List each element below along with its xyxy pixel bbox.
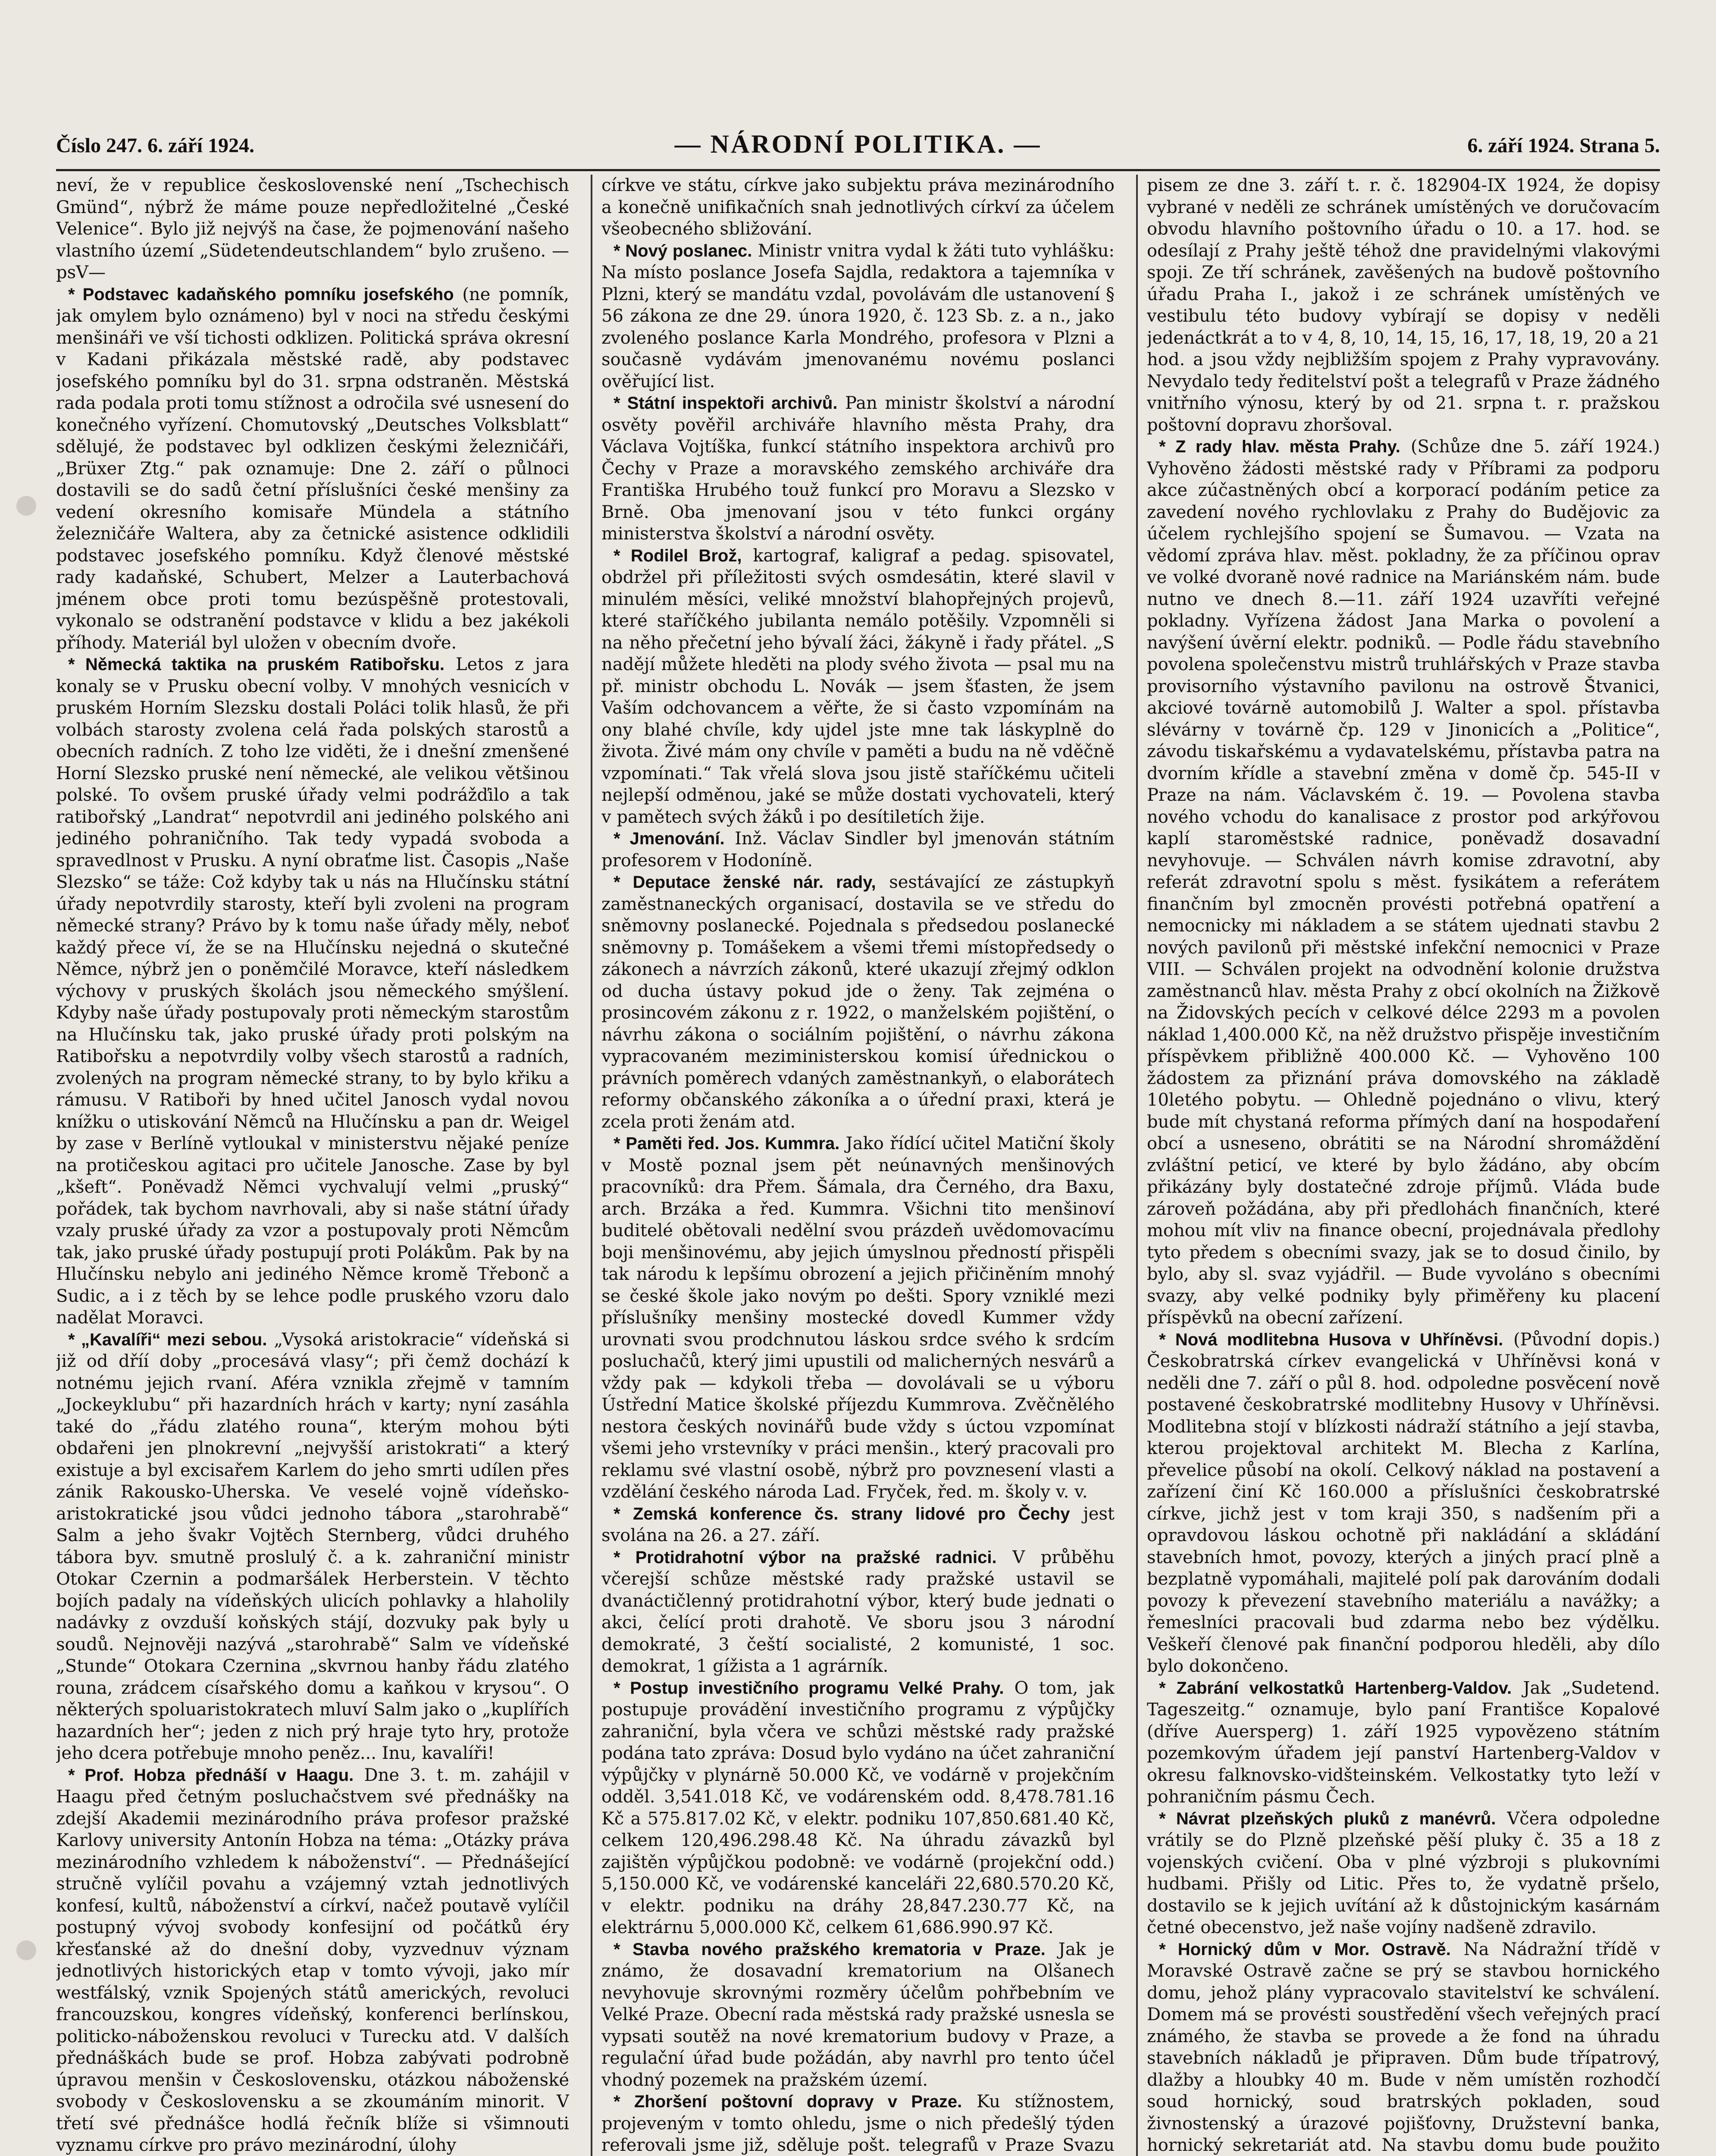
article-body: Jak je známo, že dosavadní krematorium na Olšanech nevyhovuje skrovnými rozměry účelům pohřbebním ve Velké Praze. Obecní rada městská rady pražské usnesla se vypsati soutěž na nové krematorium budovy v Praze, a regulační úřad bude požádán, aby navrhl pro tento účel vhodný pozemek na pražském území. bbox=[601, 1939, 1115, 2090]
article-headline: * Návrat plzeňských pluků z manévrů. bbox=[1159, 1809, 1496, 1828]
article-body: jest svolána na 26. a 27. září. bbox=[601, 1504, 1115, 1545]
article-headline: * „Kavalíři“ mezi sebou. bbox=[68, 1330, 267, 1349]
article-body: (ne pomník, jak omylem bylo oznámeno) byl v noci na středu českými menšináři ve vší tichosti odklizen. Politická správa okresní v Kadani přikázala městské radě, aby podstavec josefského pomníku byl do 31. srpna odstraněn. Městská rada podala proti tomu stížnost a odročila své usnesení do konečného vyřízení. Chomutovský „Deutsches Volksblatt“ sdělujé, že podstavec byl odklizen českými železničáři, „Brüxer Ztg.“ pak oznamuje: Dne 2. září o půlnoci dostavili se do sadů četní příslušníci české menšiny za vedení okresního komisaře Mündela a státního železničáře Waltera, aby za četnické asistence odklidili podstavec josefského pomníku. Když členové městské rady kadaňské, Schubert, Melzer a Lauterbachová jménem obce proti tomu bezúspěšně protestovali, vykonalo se odstranění podstavce v klidu a bez jakékoli příhody. Materiál byl uložen v obecním dvoře. bbox=[56, 284, 569, 653]
article bbox=[601, 871, 1115, 1133]
page-number: 6. září 1924. Strana 5. bbox=[1467, 134, 1660, 157]
article-body: Pan ministr školství a národní osvěty pověřil archiváře hlavního města Prahy, dra Václava Vojtíška, funkcí státního inspektora archivů pro Čechy v Praze a moravského zemského archiváře dra Františka Hrubého touž funkcí pro Moravu a Slezsko v Brně. Oba jmenovaní jsou v této funkci orgány ministerstva školství a národní osvěty. bbox=[601, 393, 1115, 544]
article-headline: * Stavba nového pražského krematoria v Praze. bbox=[614, 1940, 1046, 1959]
article-body: neví, že v republice československé není „Tschechisch Gmünd“, nýbrž že máme pouze nepředložitelné „České Velenice“. Bylo již nejvýš na čase, že pojmenování našeho vlastního území „Südetendeutschlandem“ bylo zrušeno. —psV— bbox=[56, 175, 569, 282]
article bbox=[601, 240, 1115, 393]
article bbox=[1147, 1329, 1660, 1677]
page-header bbox=[56, 129, 1660, 168]
article-headline: * Zhoršení poštovní dopravy v Praze. bbox=[614, 2092, 962, 2111]
article-headline: * Zemská konference čs. strany lidové pro Čechy bbox=[614, 1504, 1070, 1523]
article-body: sestávající ze zástupkyň zaměstnaneckých organisací, dostavila se ve středu do sněmovny poslanecké. Pojednala s předsedou poslanecké sněmovny p. Tomášekem a všemi třemi místopředsedy o zákonech a návrzích zákonů, které ukazují zřejmý odklon od ducha ústavy pokud jde o ženy. Tak zejména o prosincovém zákonu z r. 1922, o manželském pojištění, o návrhu zákona o sociálním pojištění, o návrhu zákona vypracovaném meziministerskou komisí úřednickou o právních poměrech vdaných zaměstnankyň, o elaborátech reformy občanského zákoníka a o úřední praxi, která je zcela proti ženám atd. bbox=[601, 872, 1115, 1132]
article-body: Ministr vnitra vydal k žáti tuto vyhlášku: Na místo poslance Josefa Sajdla, redaktora a tajemníka v Plzni, který se mandátu vzdal, povolávám dle ustanovení § 56 zákona ze dne 29. února 1920, č. 123 Sb. z. a n., jako zvoleného poslance Karla Mondrého, profesora v Plzni a současně vydávám jmenovanému novému poslanci ověřující list. bbox=[601, 241, 1115, 392]
article-body: Jak „Sudetend. Tageszeitg.“ oznamuje, bylo paní Františce Kopalové (dříve Auersperg) 1. září 1925 vypovězeno státním pozemkovým úřadem její panství Hartenberg-Valdov v okresu falknovsko-vidšteinském. Velkostatky tyto leží v pohraničním pásmu Čech. bbox=[1147, 1678, 1660, 1807]
article bbox=[601, 1133, 1115, 1503]
article-headline: * Německá taktika na pruském Ratibořsku. bbox=[68, 655, 445, 674]
article-headline: * Podstavec kadaňského pomníku josefského bbox=[68, 285, 454, 304]
article bbox=[601, 1939, 1115, 2091]
article bbox=[601, 828, 1115, 871]
article-body: (Původní dopis.) Českobratrská církev evangelická v Uhříněvsi koná v neděli dne 7. září o půl 8. hod. odpoledne posvěcení nově postavené českobratrské modlitebny Husovy v Uhříněvsi. Modlitebna stojí v blízkosti nádraží státního a její stavba, kterou projektoval architekt M. Blecha z Karlína, převelice působí na okolí. Celkový náklad na postavení a zařízení činí Kč 160.000 a příslušníci českobratrské církve, jichž jest v tom kraji 350, s nadšením při a opravdovou láskou ochotně při nakládání a skládání stavebních hmot, povozy, kterých a jiných prací plně a bezplatně vypomáhali, majitelé polí pak darováním dodali povozy k převezení stavebního materiálu a navážky; a řemeslníci pracovali bud zdarma nebo bez výdělku. Veškeří členové pak finanční podporou hleděli, aby dílo bylo dokončeno. bbox=[1147, 1329, 1660, 1676]
article bbox=[601, 392, 1115, 545]
binding-hole bbox=[16, 1940, 36, 1960]
article bbox=[1147, 175, 1660, 436]
article bbox=[1147, 1939, 1660, 2156]
article-body: církve ve státu, církve jako subjektu práva mezinárodního a konečně unifikačních snah jednotlivých církví za účelem všeobecného sbližování. bbox=[601, 175, 1115, 239]
article bbox=[56, 654, 569, 1329]
issue-number: Číslo 247. 6. září 1924. bbox=[56, 134, 254, 157]
article bbox=[601, 2091, 1115, 2156]
article-headline: * Z rady hlav. města Prahy. bbox=[1159, 437, 1400, 456]
article-body: „Vysoká aristokracie“ vídeňská si již od dříí doby „procesává vlasy“; při čemž dochází k notnému jejich rvaní. Aféra vznikla zřejmě v tamním „Jockeyklubu“ při hazardních hrách v karty; nyní zasáhla také do „řádu zlatého rouna“, kterým mohou býti obdařeni jen plnokrevní „nejvyšší aristokrati“ a který existuje a byl excisařem Karlem do jeho smrti udílen přes zánik Rakousko-Uherska. Ve veselé vojně vídeňsko-aristokratické jsou vůdci jednoho tábora „starohrabě“ Salm a jeho švakr Vojtěch Sternberg, vůdci druhého tábora byv. smutně proslulý č. a k. zahraniční ministr Otokar Czernin a podmaršálek Herberstein. V těchto bojích padaly na vídeňských ulicích pohlavky a hlaholily nadávky z ovzduší koňských stájí, dozvuky pak byly u soudů. Nejnověji nazývá „starohrabě“ Salm ve vídeňské „Stunde“ Otokara Czernina „skvrnou hanby řádu zlatého rouna, zrádcem císařského domu a kaňkou v krysou“. O některých spoluaristokratech mluví Salm jako o „kuplířích hazardních her“; jeden z nich prý hraje tyto hry, protože jeho dcera potřebuje mnoho peněz... Inu, kavalíři! bbox=[56, 1329, 569, 1763]
article bbox=[1147, 1677, 1660, 1808]
article-headline: * Jmenování. bbox=[614, 829, 725, 848]
article-headline: * Zabrání velkostatků Hartenberg-Valdov. bbox=[1159, 1678, 1512, 1698]
article-body: Ku stížnostem, projeveným v tomto ohledu, jsme o nich předešlý týden referovali jsme již, sděluje pošt. telegrafů v Praze Svazu bbox=[601, 2092, 1115, 2155]
header-rule bbox=[56, 169, 1660, 171]
article bbox=[56, 284, 569, 654]
masthead-title: — NÁRODNÍ POLITIKA. — bbox=[674, 130, 1042, 158]
article bbox=[601, 1547, 1115, 1677]
article-headline: * Prof. Hobza přednáší v Haagu. bbox=[68, 1765, 354, 1785]
article-headline: * Rodilel Brož, bbox=[614, 546, 742, 565]
column-1 bbox=[56, 175, 569, 2156]
article-body: Inž. Václav Sindler byl jmenován státním profesorem v Hodoníně. bbox=[601, 829, 1115, 871]
article bbox=[601, 175, 1115, 240]
article-body: V průběhu včerejší schůze městské rady pražské ustavil se dvanáctičlenný protidrahotní výbor, který bude jednati o akci, čelící proti drahotě. Ve sboru jsou 3 národní demokraté, 3 čeští socialisté, 2 komunisté, 1 soc. demokrat, 1 gížista a 1 agrárník. bbox=[601, 1547, 1115, 1676]
article bbox=[56, 175, 569, 284]
article-body: (Schůze dne 5. září 1924.) Vyhověno žádosti městské rady v Příbrami za podporu akce zúčastněných obcí a korporací podáním petice za zavedení nového rychlovlaku z Prahy do Budějovic za účelem rychlejšího spojení se Šumavou. — Vzata na vědomí zpráva hlav. měst. pokladny, že za příčinou oprav ve volké dvoraně nové radnice na Mariánském nám. bude nutno ve dnech 8.—11. září 1924 uzavříti veřejné pokladny. Vyřízena žádost Jana Marka o povolení a navýšení úvěrní elektr. podniků. — Podle řádu stavebního povolena společenstvu mistrů truhlářských v Praze stavba provisorního výstavního pavilonu na ostrově Štvanici, akciové továrně automobilů J. Walter a spol. přístavba slévárny v továrně čp. 129 v Jinonicích a „Politice“, závodu tiskařskému a vydavatelskému, přístavba patra na dvorním křídle a stavební změna v domě čp. 545-II v Praze na nám. Václavském č. 19. — Povolena stavba nového vchodu do kanalisace z prostor pod arkýřovou kaplí staroměstské radnice, poněvadž dosavadní nevyhovuje. — Schválen návrh komise zdravotní, aby referát zdravotní spolu s měst. fysikátem a referátem finančním byl zmocněn provésti potřebná opatření a nemocnicky mi nákladem a se státem ujednati stavbu 2 nových pavilonů při městské infekční nemocnici v Praze VIII. — Schválen projekt na odvodnění kolonie družstva zaměstnanců hlav. města Prahy z obcí okolních na Žižkově na Židovských pecích v celkové délce 2293 m a povolen náklad 1,400.000 Kč, na něž družstvo přispěje investičním příspěvkem přibližně 400.000 Kč. — Vyhověno 100 žádostem za přiznání práva domovského na základě 10letého pobytu. — Ohledně pojednáno o vlivu, který bude mít chystaná reforma přímých daní na hospodaření obcí a usneseno, obrátiti se na Národní shromáždění zvláštní peticí, ve které by bylo žádáno, aby obcím přikázány byly dostatečné zdroje příjmů. Vláda bude zároveň požádána, aby při předlohách finančních, které mohou mít vliv na finance obecní, projednávala předlohy tyto předem s obecními svazy, jak se to dosud činilo, by bylo, aby sl. svaz vyjádřil. — Bude vyvoláno s obecními svazy, aby velké podniky byly přiměřeny ku placení příspěvků na obecní zařízení. bbox=[1147, 437, 1660, 1328]
article-body: O tom, jak postupuje provádění investičního programu z výpůjčky zahraniční, byla včera ve schůzi městské rady pražské podána tato zpráva: Dosud bylo vydáno na účet zahraniční výpůjčky v plynárně 50.000 Kč, ve vodárně v projekčním odděl. 3,541.018 Kč, ve vodárenském odd. 8,478.781.16 Kč a 575.817.02 Kč, v elektr. podniku 107,850.681.40 Kč, celkem 120,496.298.48 Kč. Na úhradu závazků byl zajištěn výpůjčkou podobně: ve vodárně (projekční odd.) 5,150.000 Kč, ve vodárenské kanceláři 22,680.570.20 Kč, v elektr. podniku na dráhy 28,847.230.77 Kč, na elektrárnu 5,000.000 Kč, celkem 61,686.990.97 Kč. bbox=[601, 1678, 1115, 1937]
column-divider bbox=[1136, 175, 1138, 2156]
article bbox=[601, 545, 1115, 828]
article-headline: * Hornický dům v Mor. Ostravě. bbox=[1159, 1940, 1451, 1959]
article-body: Na Nádražní třídě v Moravské Ostravě začne se prý se stavbou hornického domu, jehož plány vypracovalo stavitelství ke schválení. Domem má se provésti soustředění všech veřejných prací známého, že stavba se provede a že fond na úhradu stavebních nákladů je připraven. Dům bude třípatrový, dlažby a hloubky 40 m. Bude v něm umístěn rozhodčí soud hornický, soud bratrských pokladen, soud živnostenský a úrazové pojišťovny, Družstevní banka, hornický sekretariát atd. Na stavbu domu bude použito bbox=[1147, 1939, 1660, 2155]
article bbox=[1147, 436, 1660, 1329]
article-headline: * Deputace ženské nár. rady, bbox=[614, 873, 876, 892]
column-2 bbox=[601, 175, 1115, 2156]
article-headline: * Nová modlitebna Husova v Uhříněvsi. bbox=[1159, 1330, 1503, 1349]
article-headline: * Státní inspektoři archivů. bbox=[614, 394, 838, 413]
article-body: pisem ze dne 3. září t. r. č. 182904-IX 1924, že dopisy vybrané v neděli ze schránek umístěných ve doručovacím obvodu hlavního poštovního úřadu o 10. a 17. hod. se odesílají z Prahy ještě téhož dne pravidelnými vlakovými spoji. Ze tří schránek, zavěšených na budově poštovního úřadu Praha I., jakož i ze schránek umístěných ve vestibulu této budovy vybírají se dopisy v neděli jedenáctkrát a to v 4, 8, 10, 14, 15, 16, 17, 18, 19, 20 a 21 hod. a jsou vždy nejbližším spojem z Prahy vypravovány. Nevydalo tedy ředitelství pošt a telegrafů v Praze žádného vnitřního výnosu, který by od 21. srpna t. r. pražskou poštovní dopravu zhoršoval. bbox=[1147, 175, 1660, 435]
article-headline: * Postup investičního programu Velké Prahy. bbox=[614, 1678, 1004, 1698]
article-headline: * Protidrahotní výbor na pražské radnici. bbox=[614, 1548, 997, 1567]
article-headline: * Paměti řed. Jos. Kummra. bbox=[614, 1134, 840, 1153]
article bbox=[56, 1764, 569, 2156]
column-divider bbox=[591, 175, 592, 2156]
article bbox=[601, 1677, 1115, 1939]
article-body: Letos z jara konaly se v Prusku obecní volby. V mnohých vesnicích v pruském Horním Slezsku dostali Poláci tolik hlasů, že při volbách starosty zvolena celá řada polských starostů a obecních radních. Z toho lze viděti, že i dnešní zmenšené Horní Slezsko pruské není německé, ale velikou většinou polské. To ovšem pruské úřady velmi podrážďilo a tak ratibořský „Landrat“ nepotvrdil ani jediného polského ani jediného pohraničního. Tak tedy vypadá svoboda a spravedlnost v Prusku. A nyní obraťme list. Časopis „Naše Slezsko“ se táže: Což kdyby tak u nás na Hlučínsku státní úřady nepotvrdily starosty, kteří byli zvoleni na program německé strany? Právo by k tomu naše úřady měly, neboť každý přece ví, že se na Hlučínsku nejedná o skutečné Němce, nýbrž jen o poněmčilé Moravce, kteří následkem výchovy v pruských školách jsou německého smýšlení. Kdyby naše úřady postupovaly proti německým starostům na Hlučínsku tak, jako pruské úřady proti polským na Ratibořsku a nepotvrdily volby všech starostů a radních, zvolených na program německé strany, to by bylo křiku a rámusu. V Ratiboři by hned učitel Janosch vydal novou knížku o utiskování Němců na Hlučínsku a pan dr. Weigel by zase v Berlíně vytloukal v ministerstvu nějaké peníze na protičeskou agitaci pro učitele Janosche. Zase by byl „kšeft“. Poněvadž Němci vychvalují velmi „pruský“ pořádek, tak bychom navrhovali, aby si naše státní úřady vzaly pruské úřady za vzor a postupovaly proti Němcům tak, jako pruské úřady postupují proti Polákům. Pak by na Hlučínsku nebylo ani jediného Němce kromě Třebonč a Sudic, a i z těch by se lehce podle pruského vzoru dalo nadělat Moravci. bbox=[56, 655, 569, 1328]
column-3 bbox=[1147, 175, 1660, 2156]
article bbox=[56, 1329, 569, 1764]
article-body: Dne 3. t. m. zahájil v Haagu před četným posluchačstvem své přednášky na zdejší Akademii mezinárodního práva profesor pražské Karlovy university Antonín Hobza na téma: „Otázky práva mezinárodního vzhledem k náboženství“. — Přednášející stručně vylíčil povahu a vzájemný vztah jednotlivých konfesí, kultů, náboženství a církví, načež poutavě vylíčil postupný vývoj svobody konfesijní od počátků éry křesťanské až do dnešní doby, vyzvednuv význam jednotlivých historických etap v tomto vývoji, jako mír westfálský, vznik Spojených států amerických, revoluci francouzskou, kongres vídeňský, konferenci berlínskou, politicko-náboženskou revoluci v Turecku atd. V dalších přednáškách bude se prof. Hobza zabývati podrobně úpravou menšin v Československu, otázkou náboženské svobody v Československu a se zkoumáním minorit. V třetí své přednášce hodlá řečník blíže si všimnouti vyznamu církve pro právo mezinárodní, úlohy bbox=[56, 1765, 569, 2155]
article-headline: * Nový poslanec. bbox=[614, 241, 752, 260]
binding-hole bbox=[16, 496, 36, 516]
article-body: Včera odpoledne vrátily se do Plzně plzeňské pěší pluky č. 35 a 18 z vojenských cvičení. Oba v plné výzbroji s plukovními hudbami. Přišly od Litic. Přes to, že vydatně pršelo, dostavilo se k jejich uvítání až k důstojnickým kasárnám četné obecenstvo, jež naše vojíny nadšeně zdravilo. bbox=[1147, 1808, 1660, 1937]
article bbox=[601, 1503, 1115, 1547]
article-body: kartograf, kaligraf a pedag. spisovatel, obdržel při příležitosti svých osmdesátin, které slavil v minulém měsíci, veliké množství blahopřejných projevů, které staříčkého jubilanta nemálo potěšily. Vzpomněli si na něho přečetní jeho bývalí žáci, žákyně i řady přátel. „S nadějí můžete hleděti na plody svého života — psal mu na př. ministr obchodu L. Novák — jsem šťasten, že jsem Vaším odchovancem a věřte, že si často vzpomínám na ony blahé chvíle, kdy ujdel jste mne tak láskyplně do života. Živé mám ony chvíle v paměti a budu na ně vděčně vzpomínati.“ Tak vřelá slova jsou jistě staříčkému učiteli nejlepší odměnou, jaké se může dostati vychovateli, který v pamětech svých žáků i po desítiletích žije. bbox=[601, 545, 1115, 827]
article bbox=[1147, 1808, 1660, 1939]
article-body: Jako řídící učitel Matiční školy v Mostě poznal jsem pět neúnavných menšinových pracovníků: dra Přem. Šámala, dra Černého, dra Baxu, arch. Brzáka a řed. Kummra. Všichni tito menšinoví buditelé obětovali nedělní svou prázdeň uvědomovacímu boji menšinovému, aby jejich úmyslnou předností přispěli tak národu k lepšímu obrození a jejich přičiněním mnohý se české škole jako novým po dešti. Spory vzniklé mezi příslušníky menšiny mostecké dovedl Kummer vždy urovnati svou prodchnutou láskou srdce svého k srdcím posluchačů, který jimi upustili od malicherných nesvárů a vždy pak — kdykoli třeba — dovolávali se u výboru Ústřední Matice školské příjezdu Kummrova. Zvěčnělého nestora českých novinářů bude vždy s úctou vzpomínat všemi jeho vrstevníky v práci menšin., který pracovali pro reklamu své vlastní osobě, nýbrž pro povznesení vlasti a vzdělání českého národa Lad. Fryček, řed. m. školy v. v. bbox=[601, 1134, 1115, 1502]
